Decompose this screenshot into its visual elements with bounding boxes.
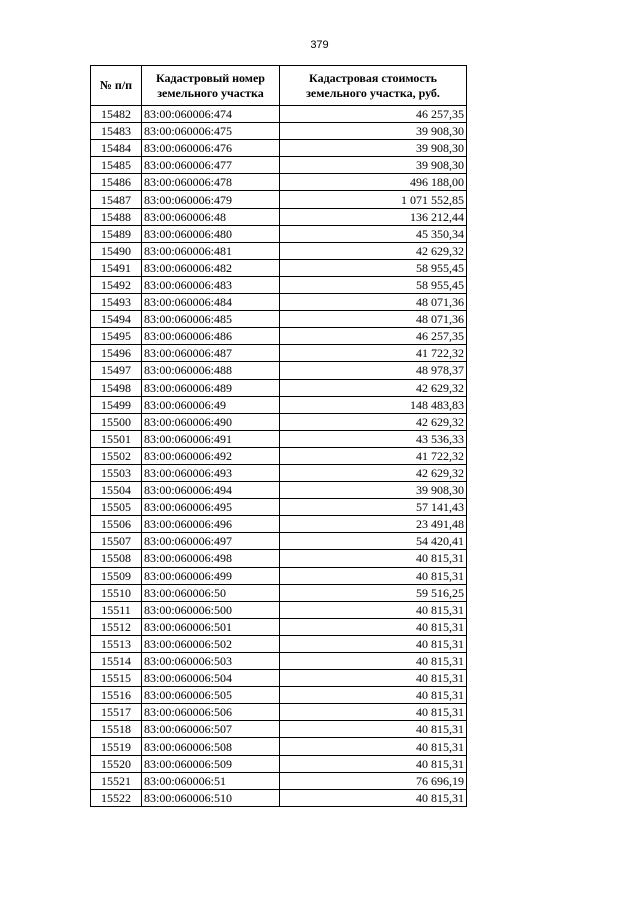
row-number-cell: 15496 [91,345,142,362]
cadastral-value-cell: 40 815,31 [280,755,467,772]
cadastral-value-cell: 40 815,31 [280,618,467,635]
cadastral-value-cell: 42 629,32 [280,464,467,481]
cadastral-value-cell: 136 212,44 [280,208,467,225]
cadastral-value-cell: 496 188,00 [280,174,467,191]
cadastral-number-cell: 83:00:060006:50 [142,584,280,601]
table-header-row [91,66,467,106]
row-number-cell: 15484 [91,140,142,157]
cadastral-number-cell: 83:00:060006:51 [142,772,280,789]
cadastral-number-cell: 83:00:060006:503 [142,653,280,670]
table-row [91,755,467,772]
cadastral-value-cell: 40 815,31 [280,653,467,670]
row-number-cell: 15508 [91,550,142,567]
table-row [91,584,467,601]
row-number-cell: 15505 [91,499,142,516]
cadastral-value-cell: 42 629,32 [280,379,467,396]
row-number-cell: 15482 [91,106,142,123]
row-number-cell: 15509 [91,567,142,584]
table-row [91,447,467,464]
table-row [91,362,467,379]
cadastral-value-cell: 40 815,31 [280,550,467,567]
cadastral-value-cell: 40 815,31 [280,567,467,584]
table-row [91,123,467,140]
table-row [91,464,467,481]
cadastral-number-cell: 83:00:060006:505 [142,687,280,704]
cadastral-number-cell: 83:00:060006:482 [142,259,280,276]
table-row [91,396,467,413]
header-num: № п/п [91,66,142,106]
cadastral-value-cell: 48 978,37 [280,362,467,379]
table-row [91,259,467,276]
cadastral-value-cell: 48 071,36 [280,294,467,311]
row-number-cell: 15506 [91,516,142,533]
row-number-cell: 15498 [91,379,142,396]
row-number-cell: 15514 [91,653,142,670]
cadastral-number-cell: 83:00:060006:510 [142,789,280,806]
row-number-cell: 15490 [91,242,142,259]
table-row [91,618,467,635]
header-cadastral-number: Кадастровый номер земельного участка [142,66,280,106]
cadastral-number-cell: 83:00:060006:493 [142,464,280,481]
cadastral-value-cell: 40 815,31 [280,789,467,806]
row-number-cell: 15485 [91,157,142,174]
cadastral-number-cell: 83:00:060006:499 [142,567,280,584]
cadastral-number-cell: 83:00:060006:491 [142,430,280,447]
cadastral-number-cell: 83:00:060006:484 [142,294,280,311]
row-number-cell: 15519 [91,738,142,755]
row-number-cell: 15512 [91,618,142,635]
header-cadastral-value: Кадастровая стоимость земельного участка, руб. [280,66,467,106]
table-row [91,242,467,259]
cadastral-number-cell: 83:00:060006:49 [142,396,280,413]
row-number-cell: 15489 [91,225,142,242]
cadastral-number-cell: 83:00:060006:490 [142,413,280,430]
cadastral-value-cell: 41 722,32 [280,345,467,362]
cadastral-value-cell: 42 629,32 [280,413,467,430]
table-row [91,789,467,806]
row-number-cell: 15507 [91,533,142,550]
row-number-cell: 15521 [91,772,142,789]
table-row [91,687,467,704]
cadastral-value-cell: 45 350,34 [280,225,467,242]
cadastral-value-cell: 40 815,31 [280,635,467,652]
row-number-cell: 15502 [91,447,142,464]
cadastral-value-cell: 40 815,31 [280,721,467,738]
table-body [91,106,467,807]
row-number-cell: 15520 [91,755,142,772]
cadastral-value-cell: 40 815,31 [280,704,467,721]
cadastral-value-table [90,65,467,807]
cadastral-number-cell: 83:00:060006:481 [142,242,280,259]
cadastral-number-cell: 83:00:060006:500 [142,601,280,618]
table-row [91,635,467,652]
cadastral-value-cell: 46 257,35 [280,328,467,345]
table-row [91,550,467,567]
table-row [91,413,467,430]
cadastral-number-cell: 83:00:060006:502 [142,635,280,652]
table-row [91,379,467,396]
table-row [91,704,467,721]
cadastral-number-cell: 83:00:060006:498 [142,550,280,567]
table-row [91,772,467,789]
table-row [91,601,467,618]
cadastral-number-cell: 83:00:060006:483 [142,276,280,293]
cadastral-number-cell: 83:00:060006:477 [142,157,280,174]
cadastral-number-cell: 83:00:060006:492 [142,447,280,464]
cadastral-value-cell: 58 955,45 [280,276,467,293]
cadastral-value-cell: 40 815,31 [280,687,467,704]
cadastral-value-cell: 39 908,30 [280,140,467,157]
row-number-cell: 15486 [91,174,142,191]
cadastral-number-cell: 83:00:060006:488 [142,362,280,379]
row-number-cell: 15516 [91,687,142,704]
table-row [91,294,467,311]
table-row [91,721,467,738]
cadastral-value-cell: 43 536,33 [280,430,467,447]
row-number-cell: 15499 [91,396,142,413]
table-row [91,653,467,670]
table-row [91,499,467,516]
row-number-cell: 15511 [91,601,142,618]
cadastral-number-cell: 83:00:060006:478 [142,174,280,191]
row-number-cell: 15495 [91,328,142,345]
cadastral-value-cell: 41 722,32 [280,447,467,464]
row-number-cell: 15518 [91,721,142,738]
table-row [91,738,467,755]
cadastral-number-cell: 83:00:060006:508 [142,738,280,755]
row-number-cell: 15494 [91,311,142,328]
table-row [91,157,467,174]
cadastral-number-cell: 83:00:060006:489 [142,379,280,396]
cadastral-number-cell: 83:00:060006:479 [142,191,280,208]
table-row [91,670,467,687]
table-row [91,345,467,362]
cadastral-number-cell: 83:00:060006:486 [142,328,280,345]
cadastral-number-cell: 83:00:060006:485 [142,311,280,328]
table-row [91,533,467,550]
cadastral-value-cell: 40 815,31 [280,670,467,687]
cadastral-number-cell: 83:00:060006:48 [142,208,280,225]
table-row [91,482,467,499]
cadastral-number-cell: 83:00:060006:480 [142,225,280,242]
cadastral-number-cell: 83:00:060006:487 [142,345,280,362]
cadastral-value-cell: 40 815,31 [280,738,467,755]
table-row [91,328,467,345]
row-number-cell: 15492 [91,276,142,293]
cadastral-number-cell: 83:00:060006:475 [142,123,280,140]
row-number-cell: 15483 [91,123,142,140]
row-number-cell: 15491 [91,259,142,276]
table-row [91,567,467,584]
cadastral-value-cell: 39 908,30 [280,482,467,499]
row-number-cell: 15522 [91,789,142,806]
row-number-cell: 15488 [91,208,142,225]
cadastral-value-cell: 42 629,32 [280,242,467,259]
row-number-cell: 15503 [91,464,142,481]
table-row [91,276,467,293]
table-row [91,140,467,157]
cadastral-value-cell: 1 071 552,85 [280,191,467,208]
table-row [91,174,467,191]
row-number-cell: 15493 [91,294,142,311]
cadastral-number-cell: 83:00:060006:476 [142,140,280,157]
row-number-cell: 15517 [91,704,142,721]
row-number-cell: 15500 [91,413,142,430]
cadastral-value-cell: 39 908,30 [280,157,467,174]
cadastral-number-cell: 83:00:060006:494 [142,482,280,499]
cadastral-value-cell: 76 696,19 [280,772,467,789]
cadastral-number-cell: 83:00:060006:506 [142,704,280,721]
cadastral-number-cell: 83:00:060006:474 [142,106,280,123]
table-row [91,191,467,208]
cadastral-number-cell: 83:00:060006:507 [142,721,280,738]
cadastral-number-cell: 83:00:060006:509 [142,755,280,772]
row-number-cell: 15515 [91,670,142,687]
cadastral-value-cell: 59 516,25 [280,584,467,601]
cadastral-number-cell: 83:00:060006:496 [142,516,280,533]
cadastral-value-cell: 23 491,48 [280,516,467,533]
table-row [91,311,467,328]
cadastral-value-cell: 39 908,30 [280,123,467,140]
cadastral-value-cell: 48 071,36 [280,311,467,328]
cadastral-number-cell: 83:00:060006:497 [142,533,280,550]
cadastral-value-cell: 58 955,45 [280,259,467,276]
table-row [91,516,467,533]
row-number-cell: 15501 [91,430,142,447]
cadastral-number-cell: 83:00:060006:495 [142,499,280,516]
row-number-cell: 15504 [91,482,142,499]
table-row [91,106,467,123]
cadastral-value-cell: 46 257,35 [280,106,467,123]
page-number: 379 [310,39,329,51]
cadastral-value-cell: 40 815,31 [280,601,467,618]
row-number-cell: 15513 [91,635,142,652]
cadastral-number-cell: 83:00:060006:504 [142,670,280,687]
row-number-cell: 15510 [91,584,142,601]
table-row [91,208,467,225]
row-number-cell: 15497 [91,362,142,379]
cadastral-number-cell: 83:00:060006:501 [142,618,280,635]
table-row [91,225,467,242]
cadastral-value-cell: 57 141,43 [280,499,467,516]
row-number-cell: 15487 [91,191,142,208]
cadastral-value-cell: 148 483,83 [280,396,467,413]
cadastral-value-cell: 54 420,41 [280,533,467,550]
table-row [91,430,467,447]
